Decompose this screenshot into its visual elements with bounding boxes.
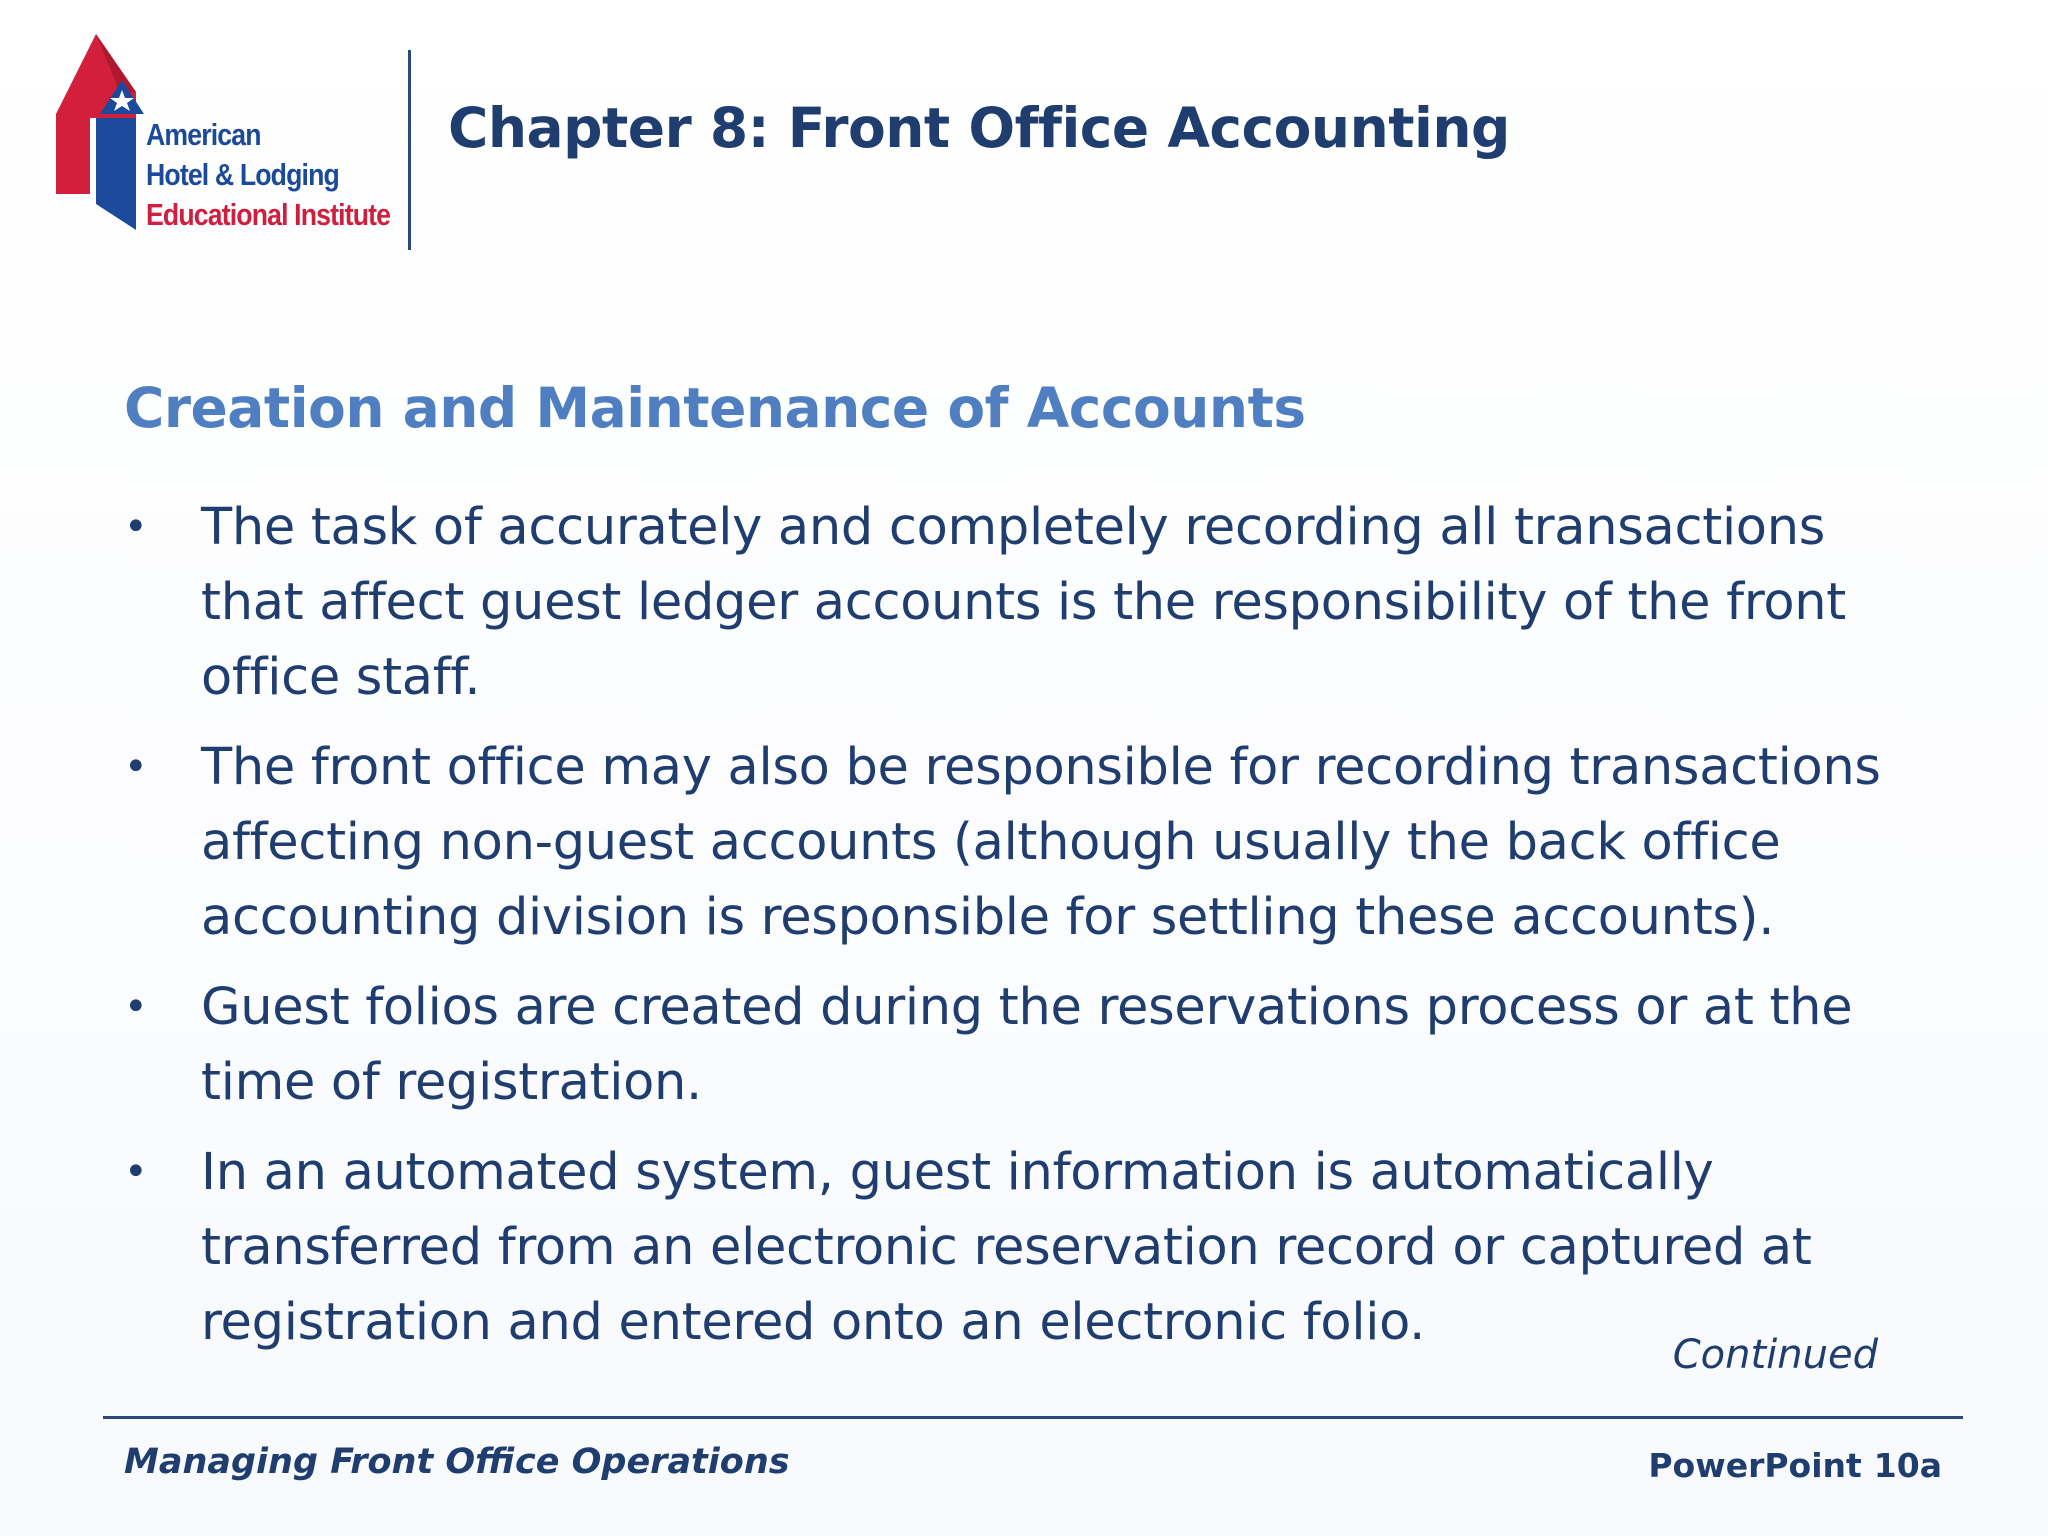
section-heading: Creation and Maintenance of Accounts bbox=[124, 376, 1306, 440]
bullet-list bbox=[124, 490, 1914, 1375]
bullet-text: The front office may also be responsible for recording transactions affecting non-guest accounts (although usually the back office accounting division is responsible for settling these accounts). bbox=[201, 738, 1881, 947]
footer-powerpoint-label: PowerPoint bbox=[1648, 1446, 1862, 1485]
bullet-item bbox=[124, 1135, 1914, 1360]
header-divider bbox=[408, 50, 411, 250]
bullet-dot-icon: • bbox=[124, 1149, 148, 1195]
bullet-item bbox=[124, 730, 1914, 955]
logo-line-hotel-lodging: Hotel & Lodging bbox=[146, 157, 339, 192]
bullet-item bbox=[124, 970, 1914, 1120]
bullet-text: Guest folios are created during the reservations process or at the time of registration. bbox=[201, 978, 1853, 1112]
bullet-item bbox=[124, 490, 1914, 715]
bullet-text: In an automated system, guest information is automatically transferred from an electronic reservation record or captured at registration and entered onto an electronic folio. bbox=[201, 1143, 1812, 1352]
logo-line-educational-institute: Educational Institute bbox=[146, 197, 391, 232]
continued-label: Continued bbox=[1672, 1332, 1878, 1378]
bullet-dot-icon: • bbox=[124, 744, 148, 790]
footer-slide-info bbox=[1648, 1446, 1942, 1485]
bullet-dot-icon: • bbox=[124, 984, 148, 1030]
chapter-title: Chapter 8: Front Office Accounting bbox=[448, 96, 1510, 160]
bullet-text: The task of accurately and completely recording all transactions that affect guest ledger accounts is the responsibility of the front office staff. bbox=[201, 498, 1846, 707]
footer-course-title: Managing Front Office Operations bbox=[124, 1442, 790, 1482]
slide-number: 10a bbox=[1873, 1446, 1942, 1485]
bullet-dot-icon: • bbox=[124, 504, 148, 550]
logo-line-american: American bbox=[146, 117, 261, 152]
ahlei-logo bbox=[48, 34, 391, 244]
footer-divider bbox=[103, 1416, 1963, 1419]
